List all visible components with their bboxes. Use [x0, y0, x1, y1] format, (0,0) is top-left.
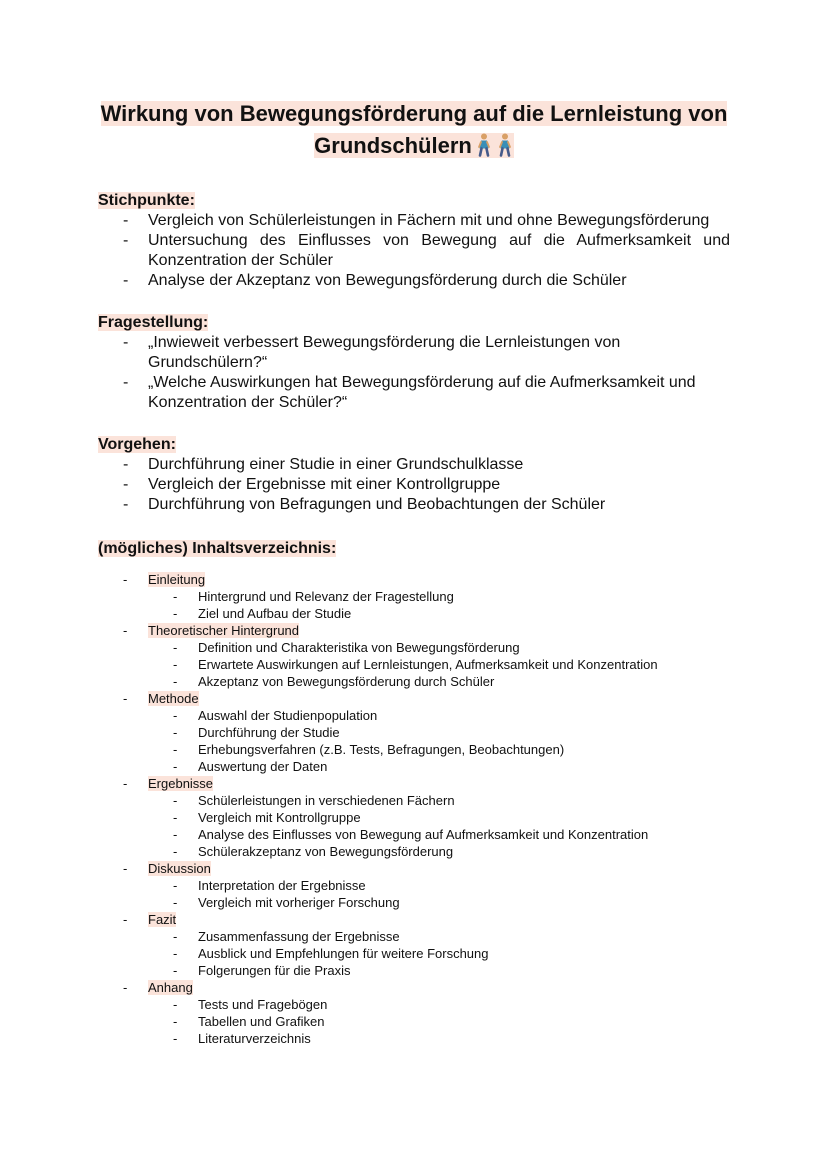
- toc-chapter: [98, 979, 730, 1047]
- toc-subitem: - Schülerakzeptanz von Bewegungsförderung: [148, 843, 730, 860]
- toc-sublist: [148, 928, 730, 979]
- toc-subitem: - Akzeptanz von Bewegungsförderung durch Schüler: [148, 673, 730, 690]
- toc-sublist: [148, 996, 730, 1047]
- toc-subitem: - Auswertung der Daten: [148, 758, 730, 775]
- toc-subitem: - Interpretation der Ergebnisse: [148, 877, 730, 894]
- toc-subitem: - Vergleich mit Kontrollgruppe: [148, 809, 730, 826]
- toc-subitem: - Definition und Charakteristika von Bewegungsförderung: [148, 639, 730, 656]
- bullet-list: [98, 455, 730, 515]
- toc-subitem: - Tests und Fragebögen: [148, 996, 730, 1013]
- toc-subitem: - Durchführung der Studie: [148, 724, 730, 741]
- toc-subitem: - Auswahl der Studienpopulation: [148, 707, 730, 724]
- toc-chapter: [98, 860, 730, 911]
- title-line-2-text: Grundschülern: [314, 133, 472, 158]
- toc-chapter: [98, 690, 730, 775]
- toc-chapter-label: Anhang: [148, 980, 193, 995]
- section-stichpunkte: [98, 191, 730, 291]
- section-fragestellung: [98, 313, 730, 413]
- list-item: - Vergleich von Schülerleistungen in Fächern mit und ohne Bewegungsförderung: [98, 211, 730, 231]
- section-inhaltsverzeichnis: [98, 539, 730, 1047]
- section-heading: Fragestellung:: [98, 314, 209, 331]
- toc-subitem: - Hintergrund und Relevanz der Fragestellung: [148, 588, 730, 605]
- toc-chapter: [98, 571, 730, 622]
- list-item: - „Welche Auswirkungen hat Bewegungsförderung auf die Aufmerksamkeit und Konzentration der Schüler?“: [98, 373, 730, 413]
- toc-subitem: - Erwartete Auswirkungen auf Lernleistungen, Aufmerksamkeit und Konzentration: [148, 656, 730, 673]
- section-vorgehen: [98, 435, 730, 515]
- toc-chapter: [98, 911, 730, 979]
- toc-chapter-label: Theoretischer Hintergrund: [148, 623, 300, 638]
- toc-subitem: - Ziel und Aufbau der Studie: [148, 605, 730, 622]
- title-line-2: [314, 133, 514, 158]
- toc-list: [98, 571, 730, 1047]
- section-heading: (mögliches) Inhaltsverzeichnis:: [98, 540, 337, 557]
- toc-sublist: [148, 707, 730, 775]
- person-walking-icon: [475, 133, 493, 166]
- toc-sublist: [148, 877, 730, 911]
- toc-chapter-label: Methode: [148, 691, 199, 706]
- bullet-list: [98, 333, 730, 413]
- list-item: - Vergleich der Ergebnisse mit einer Kontrollgruppe: [98, 475, 730, 495]
- toc-subitem: - Folgerungen für die Praxis: [148, 962, 730, 979]
- toc-subitem: - Zusammenfassung der Ergebnisse: [148, 928, 730, 945]
- list-item: - „Inwieweit verbessert Bewegungsförderung die Lernleistungen von Grundschülern?“: [98, 333, 730, 373]
- toc-subitem: - Schülerleistungen in verschiedenen Fächern: [148, 792, 730, 809]
- bullet-list: [98, 211, 730, 291]
- toc-chapter-label: Fazit: [148, 912, 177, 927]
- toc-subitem: - Tabellen und Grafiken: [148, 1013, 730, 1030]
- toc-sublist: [148, 588, 730, 622]
- toc-chapter: [98, 622, 730, 690]
- list-item: - Untersuchung des Einflusses von Bewegung auf die Aufmerksamkeit und Konzentration der Schüler: [98, 231, 730, 271]
- list-item: - Durchführung von Befragungen und Beobachtungen der Schüler: [98, 495, 730, 515]
- toc-chapter-label: Ergebnisse: [148, 776, 214, 791]
- toc-subitem: - Vergleich mit vorheriger Forschung: [148, 894, 730, 911]
- toc-subitem: - Erhebungsverfahren (z.B. Tests, Befragungen, Beobachtungen): [148, 741, 730, 758]
- toc-sublist: [148, 639, 730, 690]
- toc-subitem: - Ausblick und Empfehlungen für weitere Forschung: [148, 945, 730, 962]
- title-line-1: Wirkung von Bewegungsförderung auf die Lernleistung von: [100, 101, 728, 126]
- list-item: - Durchführung einer Studie in einer Grundschulklasse: [98, 455, 730, 475]
- toc-chapter-label: Einleitung: [148, 572, 206, 587]
- toc-chapter-label: Diskussion: [148, 861, 211, 876]
- section-heading: Vorgehen:: [98, 436, 176, 453]
- toc-subitem: - Literaturverzeichnis: [148, 1030, 730, 1047]
- document-title: [98, 0, 730, 166]
- toc-sublist: [148, 792, 730, 860]
- section-heading: Stichpunkte:: [98, 192, 195, 209]
- list-item: - Analyse der Akzeptanz von Bewegungsförderung durch die Schüler: [98, 271, 730, 291]
- toc-chapter: [98, 775, 730, 860]
- person-walking-icon: [496, 133, 514, 166]
- toc-subitem: - Analyse des Einflusses von Bewegung auf Aufmerksamkeit und Konzentration: [148, 826, 730, 843]
